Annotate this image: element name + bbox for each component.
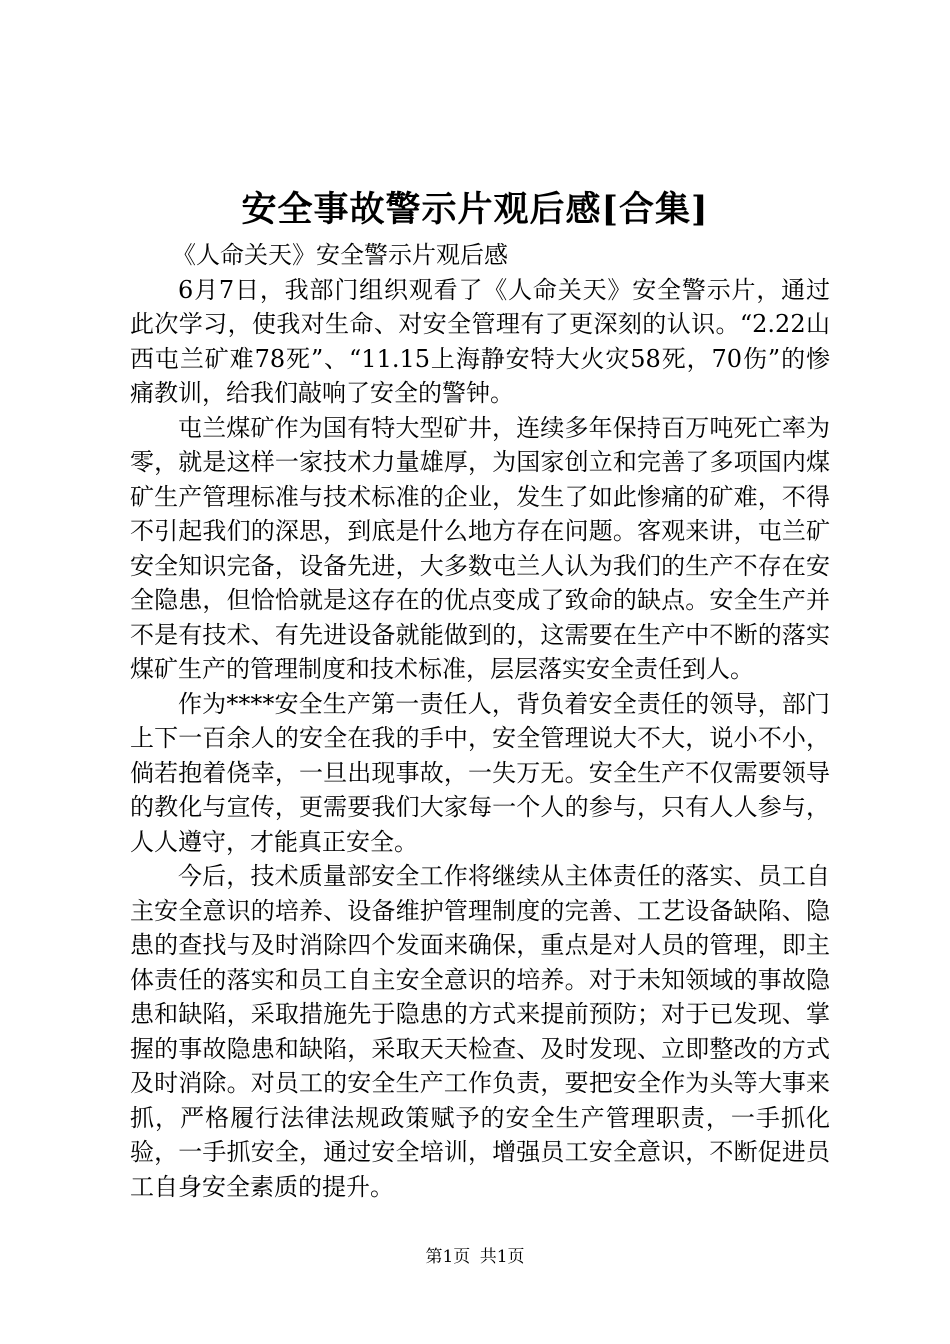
- document-subtitle: 《人命关天》安全警示片观后感: [172, 241, 508, 269]
- paragraph-1: 6月7日，我部门组织观看了《人命关天》安全警示片，通过此次学习，使我对生命、对安全管理有了更深刻的认识。“2.22山西屯兰矿难78死”、“11.15上海静安特大火灾58死，70伤”的惨痛教训，给我们敲响了安全的警钟。: [130, 275, 830, 407]
- paragraph-4: 今后，技术质量部安全工作将继续从主体责任的落实、员工自主安全意识的培养、设备维护管理制度的完善、工艺设备缺陷、隐患的查找与及时消除四个发面来确保，重点是对人员的管理，即主体责任的落实和员工自主安全意识的培养。对于未知领域的事故隐患和缺陷，采取措施先于隐患的方式来提前预防；对于已发现、掌握的事故隐患和缺陷，采取天天检查、及时发现、立即整改的方式及时消除。对员工的安全生产工作负责，要把安全作为头等大事来抓，严格履行法律法规政策赋予的安全生产管理职责，一手抓化验，一手抓安全，通过安全培训，增强员工安全意识，不断促进员工自身安全素质的提升。: [130, 862, 830, 1201]
- page-total: 共1页: [479, 1247, 525, 1267]
- paragraph-3: 作为****安全生产第一责任人，背负着安全责任的领导，部门上下一百余人的安全在我的手中，安全管理说大不大，说小不小，倘若抱着侥幸，一旦出现事故，一失万无。安全生产不仅需要领导的教化与宣传，更需要我们大家每一个人的参与，只有人人参与，人人遵守，才能真正安全。: [130, 689, 830, 856]
- paragraph-2: 屯兰煤矿作为国有特大型矿井，连续多年保持百万吨死亡率为零，就是这样一家技术力量雄厚，为国家创立和完善了多项国内煤矿生产管理标准与技术标准的企业，发生了如此惨痛的矿难，不得不引起我们的深思，到底是什么地方存在问题。客观来讲，屯兰矿安全知识完备，设备先进，大多数屯兰人认为我们的生产不存在安全隐患，但恰恰就是这存在的优点变成了致命的缺点。安全生产并不是有技术、有先进设备就能做到的，这需要在生产中不断的落实煤矿生产的管理制度和技术标准，层层落实安全责任到人。: [130, 413, 830, 683]
- document-body: [130, 238, 830, 1204]
- page-footer: [0, 1245, 950, 1269]
- document-title: 安全事故警示片观后感[合集]: [241, 189, 709, 230]
- page-number: 第1页: [425, 1247, 471, 1267]
